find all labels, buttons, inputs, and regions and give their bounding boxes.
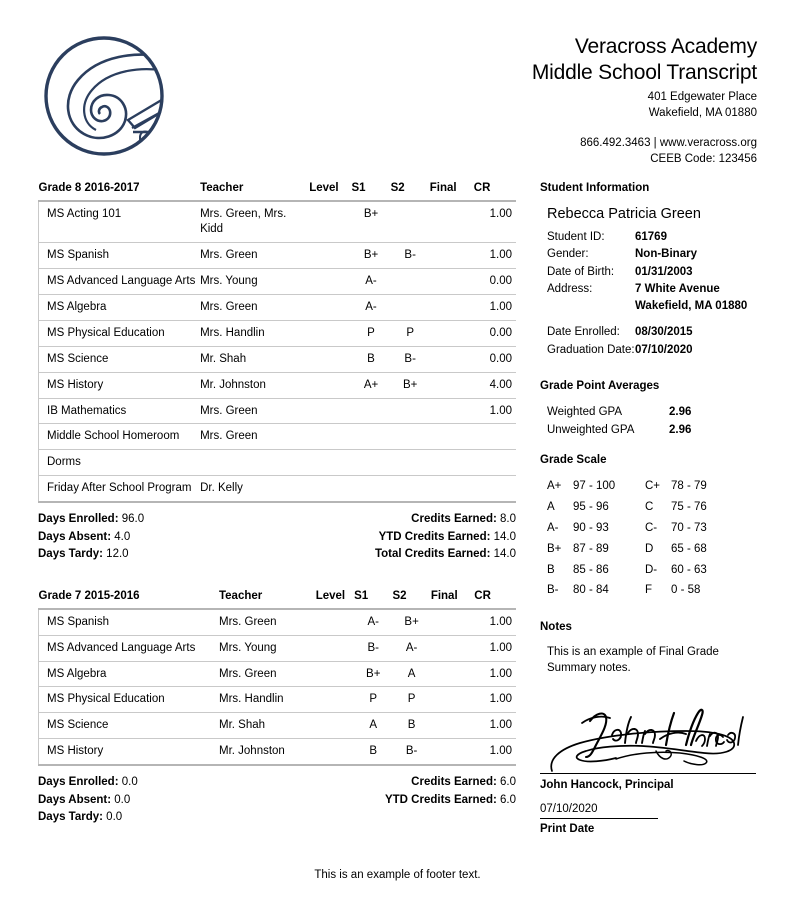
grade-letter: C- xyxy=(645,522,658,534)
course-name: Middle School Homeroom xyxy=(39,424,201,450)
course-s2-grade xyxy=(391,268,430,294)
grade7-table-header xyxy=(39,590,517,609)
course-final-grade xyxy=(431,661,474,687)
column-level: Level xyxy=(296,182,351,201)
course-name: MS Physical Education xyxy=(39,320,201,346)
page-header xyxy=(0,26,795,176)
course-credits: 1.00 xyxy=(474,687,516,713)
ionic-column-volute-logo xyxy=(40,32,168,160)
course-s2-grade: B- xyxy=(391,346,430,372)
course-teacher: Mr. Shah xyxy=(200,346,296,372)
course-level xyxy=(296,320,351,346)
course-level xyxy=(296,424,351,450)
column-final: Final xyxy=(431,590,474,609)
field-label: Date of Birth: xyxy=(547,265,615,278)
grade7-summary xyxy=(38,766,516,826)
course-s1-grade: A- xyxy=(351,268,390,294)
course-level xyxy=(307,609,354,635)
column-cr: CR xyxy=(474,590,516,609)
column-s2: S2 xyxy=(392,590,430,609)
field-label: Date Enrolled: xyxy=(547,326,620,339)
course-teacher: Mrs. Green, Mrs. Kidd xyxy=(200,201,296,242)
course-level xyxy=(296,372,351,398)
course-s2-grade xyxy=(391,476,430,502)
table-header-row xyxy=(39,182,517,201)
student-info-row xyxy=(540,264,764,281)
course-level xyxy=(296,201,351,242)
grade-range: 87 - 89 xyxy=(573,542,609,555)
grade7-table-body xyxy=(39,609,517,766)
course-name: MS Acting 101 xyxy=(39,201,201,242)
course-credits xyxy=(474,424,516,450)
course-name: Friday After School Program xyxy=(39,476,201,502)
field-value: 01/31/2003 xyxy=(635,265,693,278)
course-s1-grade xyxy=(351,450,390,476)
column-cr: CR xyxy=(474,182,516,201)
table-row xyxy=(39,346,517,372)
course-s2-grade: A- xyxy=(392,635,430,661)
gpa-value: 2.96 xyxy=(669,405,692,418)
course-name: Dorms xyxy=(39,450,201,476)
grade-letter: B xyxy=(547,563,555,576)
course-s2-grade: B+ xyxy=(392,609,430,635)
student-sidebar xyxy=(540,182,764,835)
course-credits: 1.00 xyxy=(474,713,516,739)
student-info-row xyxy=(540,229,764,246)
grade-range: 97 - 100 xyxy=(573,480,616,493)
course-credits: 0.00 xyxy=(474,268,516,294)
table-row xyxy=(39,424,517,450)
course-s2-grade: P xyxy=(391,320,430,346)
course-credits: 1.00 xyxy=(474,294,516,320)
grade8-attendance-stats xyxy=(38,511,144,563)
student-info-fields xyxy=(540,229,764,315)
principal-name: John Hancock, Principal xyxy=(540,778,674,791)
table-row xyxy=(39,450,517,476)
course-credits: 4.00 xyxy=(474,372,516,398)
course-credits: 1.00 xyxy=(474,242,516,268)
grade-range: 85 - 86 xyxy=(573,563,609,576)
table-row xyxy=(39,687,517,713)
course-teacher: Mrs. Green xyxy=(200,242,296,268)
attendance-stat: Days Tardy: 12.0 xyxy=(38,548,129,561)
student-name: Rebecca Patricia Green xyxy=(547,206,701,222)
table-row xyxy=(39,476,517,502)
student-enrollment-dates xyxy=(540,324,764,359)
course-level xyxy=(307,661,354,687)
course-final-grade xyxy=(431,635,474,661)
course-s2-grade: P xyxy=(392,687,430,713)
course-s1-grade: B+ xyxy=(351,201,390,242)
course-s1-grade: P xyxy=(354,687,392,713)
course-s1-grade: A- xyxy=(351,294,390,320)
grade-range: 75 - 76 xyxy=(671,501,707,514)
field-label: Student ID: xyxy=(547,231,605,243)
footer-text: This is an example of footer text. xyxy=(314,869,481,881)
course-level xyxy=(307,687,354,713)
course-name: IB Mathematics xyxy=(39,398,201,424)
course-s1-grade: A- xyxy=(354,609,392,635)
course-level xyxy=(307,635,354,661)
course-s1-grade xyxy=(351,398,390,424)
table-row xyxy=(39,713,517,739)
gpa-label: Unweighted GPA xyxy=(547,423,635,436)
gpa-rows xyxy=(540,404,764,440)
notes-heading: Notes xyxy=(540,621,572,634)
course-s1-grade: A+ xyxy=(351,372,390,398)
field-value: 61769 xyxy=(635,231,667,243)
course-s1-grade: B- xyxy=(354,635,392,661)
course-final-grade xyxy=(430,424,474,450)
course-s1-grade: B xyxy=(351,346,390,372)
credit-stat: Credits Earned: 8.0 xyxy=(411,513,516,526)
grade-range: 65 - 68 xyxy=(671,542,707,555)
course-credits: 1.00 xyxy=(474,609,516,635)
course-s1-grade: B xyxy=(354,739,392,765)
course-final-grade xyxy=(430,346,474,372)
grade8-summary xyxy=(38,503,516,563)
courses-column xyxy=(38,182,516,827)
print-date-rule xyxy=(540,818,658,819)
grade7-table xyxy=(38,590,516,767)
student-information-heading: Student Information xyxy=(540,182,650,194)
table-row xyxy=(39,609,517,635)
credit-stat: YTD Credits Earned: 14.0 xyxy=(378,530,516,543)
course-credits: 0.00 xyxy=(474,346,516,372)
course-name: MS Science xyxy=(39,713,219,739)
field-label: Gender: xyxy=(547,248,589,261)
gpa-heading: Grade Point Averages xyxy=(540,379,660,392)
school-logo xyxy=(40,32,168,160)
course-teacher xyxy=(200,450,296,476)
ceeb-code: CEEB Code: 123456 xyxy=(650,152,757,165)
course-s2-grade xyxy=(391,424,430,450)
course-teacher: Mr. Johnston xyxy=(219,739,307,765)
course-final-grade xyxy=(430,398,474,424)
course-teacher: Mrs. Green xyxy=(200,424,296,450)
course-s2-grade: A xyxy=(392,661,430,687)
course-s1-grade: B+ xyxy=(354,661,392,687)
notes-body: This is an example of Final Grade Summary notes. xyxy=(547,646,719,675)
column-s2: S2 xyxy=(391,182,430,201)
grade-letter: D- xyxy=(645,563,658,576)
course-level xyxy=(296,476,351,502)
course-s1-grade xyxy=(351,424,390,450)
john-hancock-signature xyxy=(546,701,746,775)
grade-scale-heading: Grade Scale xyxy=(540,454,607,467)
attendance-stat: Days Enrolled: 0.0 xyxy=(38,776,138,789)
table-row xyxy=(39,372,517,398)
column-s1: S1 xyxy=(354,590,392,609)
print-date-label: Print Date xyxy=(540,822,595,835)
course-credits: 1.00 xyxy=(474,635,516,661)
course-teacher: Mrs. Green xyxy=(219,661,307,687)
column-teacher: Teacher xyxy=(219,590,307,609)
course-final-grade xyxy=(430,268,474,294)
course-credits: 1.00 xyxy=(474,201,516,242)
course-final-grade xyxy=(430,242,474,268)
column-teacher: Teacher xyxy=(200,182,296,201)
attendance-stat: Days Tardy: 0.0 xyxy=(38,811,123,824)
course-name: MS Spanish xyxy=(39,242,201,268)
page-footer xyxy=(0,869,795,881)
course-s1-grade: A xyxy=(354,713,392,739)
course-teacher: Mrs. Young xyxy=(219,635,307,661)
credit-stat: Credits Earned: 6.0 xyxy=(411,776,516,789)
grade-range: 95 - 96 xyxy=(573,501,609,514)
grade8-title: Grade 8 2016-2017 xyxy=(39,182,201,201)
course-s2-grade: B- xyxy=(391,242,430,268)
field-value: 7 White Avenue Wakefield, MA 01880 xyxy=(635,282,748,312)
table-row xyxy=(39,739,517,765)
column-final: Final xyxy=(430,182,474,201)
grade-range: 70 - 73 xyxy=(671,522,707,534)
course-final-grade xyxy=(431,713,474,739)
course-level xyxy=(296,450,351,476)
course-teacher: Mr. Shah xyxy=(219,713,307,739)
credit-stat: YTD Credits Earned: 6.0 xyxy=(384,793,516,806)
table-row xyxy=(39,661,517,687)
field-value: 08/30/2015 xyxy=(635,326,693,339)
course-credits xyxy=(474,450,516,476)
credit-stat: Total Credits Earned: 14.0 xyxy=(374,548,516,561)
course-s1-grade: P xyxy=(351,320,390,346)
grade-range: 60 - 63 xyxy=(671,563,707,576)
course-credits: 1.00 xyxy=(474,398,516,424)
course-credits: 1.00 xyxy=(474,661,516,687)
course-name: MS Spanish xyxy=(39,609,219,635)
course-final-grade xyxy=(430,294,474,320)
course-final-grade xyxy=(430,201,474,242)
course-name: MS Advanced Language Arts xyxy=(39,268,201,294)
grade-letter: C+ xyxy=(645,480,661,493)
document-title: Middle School Transcript xyxy=(531,60,757,84)
grade-letter: B- xyxy=(547,584,559,597)
gpa-value: 2.96 xyxy=(669,423,692,436)
course-level xyxy=(296,346,351,372)
course-level xyxy=(296,268,351,294)
grade8-table-header xyxy=(39,182,517,201)
grade-scale-grid xyxy=(540,478,764,600)
signature-rule xyxy=(540,773,756,774)
grade-range: 90 - 93 xyxy=(573,522,609,534)
course-teacher: Mrs. Green xyxy=(200,398,296,424)
table-row xyxy=(39,635,517,661)
course-credits: 0.00 xyxy=(474,320,516,346)
student-info-row xyxy=(540,246,764,263)
grade7-credit-stats xyxy=(385,774,516,809)
course-teacher: Mr. Johnston xyxy=(200,372,296,398)
course-name: MS Algebra xyxy=(39,294,201,320)
gpa-row xyxy=(540,404,764,422)
course-teacher: Mrs. Young xyxy=(200,268,296,294)
table-row xyxy=(39,242,517,268)
field-value: 07/10/2020 xyxy=(635,343,693,356)
course-s2-grade: B+ xyxy=(391,372,430,398)
course-s2-grade xyxy=(391,201,430,242)
table-row xyxy=(39,398,517,424)
table-row xyxy=(39,201,517,242)
attendance-stat: Days Absent: 0.0 xyxy=(38,793,131,806)
field-label: Address: xyxy=(547,282,593,295)
course-teacher: Mrs. Handlin xyxy=(219,687,307,713)
course-level xyxy=(307,739,354,765)
table-header-row xyxy=(39,590,517,609)
table-row xyxy=(39,320,517,346)
school-address-line1: 401 Edgewater Place xyxy=(647,91,757,104)
field-value: Non-Binary xyxy=(635,248,697,261)
grade7-attendance-stats xyxy=(38,774,138,826)
column-level: Level xyxy=(307,590,354,609)
course-name: MS Algebra xyxy=(39,661,219,687)
grade8-credit-stats xyxy=(375,511,516,563)
course-final-grade xyxy=(431,687,474,713)
course-teacher: Mrs. Handlin xyxy=(200,320,296,346)
gpa-row xyxy=(540,422,764,440)
school-address-line2: Wakefield, MA 01880 xyxy=(648,106,757,119)
course-level xyxy=(296,398,351,424)
grade8-table xyxy=(38,182,516,503)
grade-range: 80 - 84 xyxy=(573,584,609,597)
course-name: MS History xyxy=(39,372,201,398)
course-s2-grade: B xyxy=(392,713,430,739)
print-date-value: 07/10/2020 xyxy=(540,802,598,815)
course-credits xyxy=(474,476,516,502)
grade-letter: A xyxy=(547,501,555,514)
course-teacher: Mrs. Green xyxy=(219,609,307,635)
course-s2-grade xyxy=(391,450,430,476)
course-s2-grade xyxy=(391,294,430,320)
course-final-grade xyxy=(431,609,474,635)
course-teacher: Mrs. Green xyxy=(200,294,296,320)
table-row xyxy=(39,294,517,320)
course-final-grade xyxy=(430,320,474,346)
table-row xyxy=(39,268,517,294)
student-info-row xyxy=(540,281,764,316)
column-s1: S1 xyxy=(351,182,390,201)
course-credits: 1.00 xyxy=(474,739,516,765)
grade-letter: D xyxy=(645,542,654,555)
school-name: Veracross Academy xyxy=(574,35,757,58)
grade8-table-body xyxy=(39,201,517,502)
student-date-row xyxy=(540,324,764,341)
course-final-grade xyxy=(431,739,474,765)
grade-letter: A+ xyxy=(547,480,562,493)
grade-letter: B+ xyxy=(547,542,562,555)
course-name: MS Physical Education xyxy=(39,687,219,713)
course-level xyxy=(307,713,354,739)
grade-letter: A- xyxy=(547,522,559,534)
attendance-stat: Days Absent: 4.0 xyxy=(38,530,131,543)
course-level xyxy=(296,294,351,320)
course-teacher: Dr. Kelly xyxy=(200,476,296,502)
school-contact-line: 866.492.3463 | www.veracross.org xyxy=(580,137,757,150)
course-final-grade xyxy=(430,372,474,398)
course-name: MS History xyxy=(39,739,219,765)
field-label: Graduation Date: xyxy=(547,343,635,356)
grade-letter: F xyxy=(645,584,653,597)
course-s2-grade: B- xyxy=(392,739,430,765)
grade-range: 78 - 79 xyxy=(671,480,707,493)
course-s1-grade xyxy=(351,476,390,502)
course-final-grade xyxy=(430,450,474,476)
course-s1-grade: B+ xyxy=(351,242,390,268)
attendance-stat: Days Enrolled: 96.0 xyxy=(38,513,145,526)
student-date-row xyxy=(540,342,764,359)
course-final-grade xyxy=(430,476,474,502)
course-level xyxy=(296,242,351,268)
course-name: MS Science xyxy=(39,346,201,372)
header-text-block xyxy=(532,34,757,167)
grade7-title: Grade 7 2015-2016 xyxy=(39,590,219,609)
signature-block xyxy=(540,701,764,797)
course-s2-grade xyxy=(391,398,430,424)
course-name: MS Advanced Language Arts xyxy=(39,635,219,661)
grade-letter: C xyxy=(645,501,654,514)
gpa-label: Weighted GPA xyxy=(547,405,623,418)
grade-range: 0 - 58 xyxy=(671,584,701,597)
